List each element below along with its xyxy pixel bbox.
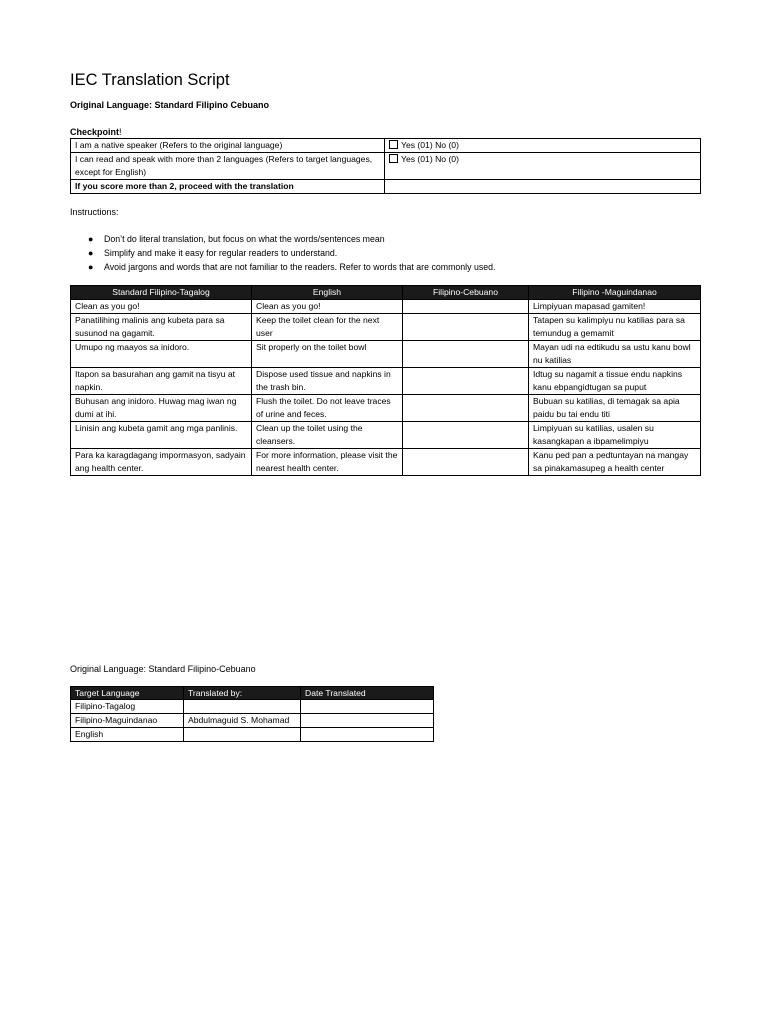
table-cell: Filipino-Maguindanao [71, 714, 184, 728]
checkpoint-answer-cell [385, 153, 701, 180]
column-header: Filipino -Maguindanao [529, 286, 701, 300]
table-header-row [71, 286, 701, 300]
table-row [71, 300, 701, 314]
table-row [71, 700, 434, 714]
table-cell: English [71, 728, 184, 742]
document-title: IEC Translation Script [70, 71, 230, 89]
checkpoint-answer: Yes (01) No (0) [401, 140, 459, 150]
target-language-table [70, 686, 434, 742]
table-cell: Umupo ng maayos sa inidoro. [71, 341, 252, 368]
table-cell: Tatapen su kalimpiyu nu katilias para sa temundug a gemamit [529, 314, 701, 341]
checkpoint-answer [385, 180, 701, 194]
table-row [71, 714, 434, 728]
table-cell [403, 314, 529, 341]
table-cell [403, 341, 529, 368]
instructions-list [88, 232, 496, 274]
table-row [71, 449, 701, 476]
checkbox-icon[interactable] [389, 154, 398, 163]
table-cell: Limpiyuan mapasad gamiten! [529, 300, 701, 314]
table-cell [184, 700, 301, 714]
bullet-icon: ● [88, 262, 94, 272]
table-cell: Sit properly on the toilet bowl [252, 341, 403, 368]
column-header: Translated by: [184, 687, 301, 700]
original-language-heading: Original Language: Standard Filipino Cebuano [70, 100, 270, 110]
table-row [71, 314, 701, 341]
checkpoint-table [70, 138, 701, 194]
table-row [71, 180, 701, 194]
table-cell: Para ka karagdagang impormasyon, sadyain ang health center. [71, 449, 252, 476]
checkbox-icon[interactable] [389, 140, 398, 149]
translation-table [70, 285, 701, 476]
table-cell [301, 714, 434, 728]
table-row [71, 368, 701, 395]
table-cell: Limpiyuan su katilias, usalen su kasangkapan a ibpamelimpiyu [529, 422, 701, 449]
table-cell [301, 728, 434, 742]
table-cell: Buhusan ang inidoro. Huwag mag iwan ng dumi at ihi. [71, 395, 252, 422]
checkpoint-answer-cell [385, 139, 701, 153]
table-row [71, 341, 701, 368]
list-item [88, 232, 496, 246]
checkpoint-label [70, 126, 122, 138]
table-cell: Abdulmaguid S. Mohamad [184, 714, 301, 728]
list-item [88, 260, 496, 274]
checkpoint-statement: If you score more than 2, proceed with the translation [71, 180, 385, 194]
checkpoint-label-suffix: ! [119, 127, 122, 137]
table-cell: Linisin ang kubeta gamit ang mga panlinis. [71, 422, 252, 449]
bullet-icon: ● [88, 248, 94, 258]
table-cell: Dispose used tissue and napkins in the trash bin. [252, 368, 403, 395]
column-header: English [252, 286, 403, 300]
table-cell: Kanu ped pan a pedtuntayan na mangay sa pinakamasupeg a health center [529, 449, 701, 476]
column-header: Target Language [71, 687, 184, 700]
checkpoint-label-text: Checkpoint [70, 127, 120, 137]
column-header: Date Translated [301, 687, 434, 700]
instruction-text: Simplify and make it easy for regular readers to understand. [104, 248, 338, 258]
table-cell [403, 368, 529, 395]
table-cell: Idtug su nagamit a tissue endu napkins kanu ebpangidtugan sa puput [529, 368, 701, 395]
table-cell [301, 700, 434, 714]
table-row [71, 422, 701, 449]
table-cell [403, 449, 529, 476]
table-cell [403, 422, 529, 449]
table-cell: Bubuan su katilias, di temagak sa apia paidu bu tai endu titi [529, 395, 701, 422]
bullet-icon: ● [88, 234, 94, 244]
table-header-row [71, 687, 434, 700]
list-item [88, 246, 496, 260]
table-cell: Flush the toilet. Do not leave traces of urine and feces. [252, 395, 403, 422]
table-cell: Clean as you go! [252, 300, 403, 314]
table-cell: Itapon sa basurahan ang gamit na tisyu at napkin. [71, 368, 252, 395]
column-header: Filipino-Cebuano [403, 286, 529, 300]
column-header: Standard Filipino-Tagalog [71, 286, 252, 300]
table-row [71, 139, 701, 153]
table-cell: Filipino-Tagalog [71, 700, 184, 714]
instructions-label: Instructions: [70, 207, 119, 217]
original-language-footer: Original Language: Standard Filipino-Cebuano [70, 664, 256, 674]
table-cell: Panatilihing malinis ang kubeta para sa susunod na gagamit. [71, 314, 252, 341]
table-cell: For more information, please visit the nearest health center. [252, 449, 403, 476]
instruction-text: Avoid jargons and words that are not familiar to the readers. Refer to words that are commonly used. [104, 262, 496, 272]
table-row [71, 395, 701, 422]
table-cell: Keep the toilet clean for the next user [252, 314, 403, 341]
checkpoint-answer: Yes (01) No (0) [401, 154, 459, 164]
checkpoint-statement: I can read and speak with more than 2 languages (Refers to target languages, except for English) [71, 153, 385, 180]
instruction-text: Don’t do literal translation, but focus on what the words/sentences mean [104, 234, 385, 244]
table-cell: Clean up the toilet using the cleansers. [252, 422, 403, 449]
table-cell [403, 395, 529, 422]
table-cell: Mayan udi na edtikudu sa ustu kanu bowl nu katilias [529, 341, 701, 368]
table-row [71, 153, 701, 180]
table-cell [403, 300, 529, 314]
table-cell: Clean as you go! [71, 300, 252, 314]
table-cell [184, 728, 301, 742]
checkpoint-statement: I am a native speaker (Refers to the original language) [71, 139, 385, 153]
table-row [71, 728, 434, 742]
